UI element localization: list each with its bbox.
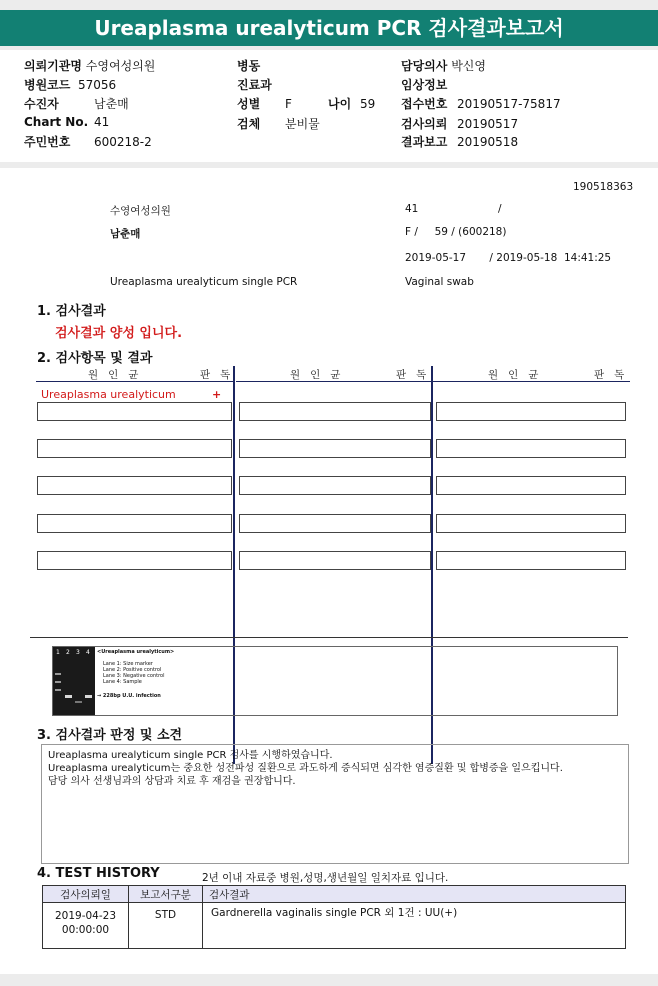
gel-picture [53, 647, 95, 715]
remark-line: Ureaplasma urealyticum single PCR 검사를 시행하였습니다. [48, 750, 333, 761]
section4-title: 4. TEST HISTORY [37, 866, 160, 881]
section3-title: 3. 검사결과 판정 및 소견 [37, 728, 183, 743]
gel-band [75, 701, 82, 703]
table-row[interactable] [43, 903, 626, 949]
result-cell [239, 402, 431, 421]
report-date-field [401, 133, 518, 150]
department-field [237, 76, 272, 93]
section1-title: 1. 검사결과 [37, 304, 106, 319]
section2-title: 2. 검사항목 및 결과 [37, 351, 153, 366]
chart-value: 41 [94, 115, 110, 129]
request-field [401, 115, 518, 132]
report-title: Ureaplasma urealyticum PCR 검사결과보고서 [0, 10, 658, 46]
doctor-field [401, 57, 486, 74]
col-request-date: 검사의뢰일 [43, 886, 129, 903]
gel-legend-item: Lane 1: Size marker [103, 661, 153, 667]
receipt-field [401, 95, 561, 112]
id-field [24, 133, 152, 150]
institution-value: 수영여성의원 [85, 59, 156, 73]
doctor-value: 박신영 [451, 59, 486, 73]
age-label: 나이 [328, 97, 352, 111]
header-patient: 남춘매 [110, 228, 141, 240]
result-cell [239, 551, 431, 570]
header-chart: 41 [405, 203, 419, 215]
col-cause-label: 원 인 균 [290, 369, 341, 381]
history-type: STD [129, 903, 203, 949]
age-value: 59 [360, 97, 376, 111]
row1-result: + [212, 388, 222, 401]
doctor-label: 담당의사 [401, 59, 448, 73]
gel-legend-item: Lane 2: Positive control [103, 667, 162, 673]
result-cell [436, 476, 626, 495]
remark-line: 담당 의사 선생님과의 상담과 치료 후 재검을 권장합니다. [48, 776, 296, 787]
gel-electrophoresis-image [52, 646, 618, 716]
result-cell [37, 551, 232, 570]
result-cell [436, 439, 626, 458]
col-cause-label: 원 인 균 [88, 369, 139, 381]
hospital-code-value: 57056 [78, 78, 117, 92]
result-cell [37, 402, 232, 421]
gel-legend-item: Lane 3: Negative control [103, 673, 165, 679]
header-dates: 2019-05-17 / 2019-05-18 14:41:25 [405, 252, 612, 264]
col-judge-label: 판 독 [396, 369, 427, 381]
gel-band-label: → 228bp U.U. infection [97, 693, 161, 699]
ward-field [237, 57, 260, 74]
table-header-row [43, 886, 626, 903]
gel-band [65, 695, 72, 698]
institution-label: 의뢰기관명 [24, 59, 82, 73]
lane-label: 4 [86, 649, 90, 656]
col-judge-label: 판 독 [594, 369, 625, 381]
request-value: 20190517 [457, 117, 519, 131]
receipt-value: 20190517-75817 [457, 97, 561, 111]
patient-info-panel [0, 50, 658, 162]
patient-value: 남춘매 [94, 97, 129, 111]
institution-field [24, 57, 155, 74]
report-code: 190518363 [573, 181, 634, 193]
gel-band [85, 695, 92, 698]
history-result: Gardnerella vaginalis single PCR 외 1건 : UU(+) [203, 903, 626, 949]
report-sheet [0, 168, 658, 974]
header-sex-age: F / 59 / (600218) [405, 226, 507, 238]
history-table [42, 885, 626, 949]
report-date-label: 결과보고 [401, 135, 448, 149]
header-test: Ureaplasma urealyticum single PCR [110, 276, 298, 288]
clinical-label: 임상정보 [401, 78, 448, 92]
sex-field [237, 95, 292, 112]
gel-title: <Ureaplasma urealyticum> [97, 649, 175, 655]
col-judge-label: 판 독 [200, 369, 231, 381]
receipt-label: 접수번호 [401, 97, 448, 111]
gel-legend-item: Lane 4: Sample [103, 679, 142, 685]
clinical-field [401, 76, 447, 93]
result-cell [436, 514, 626, 533]
lane-label: 1 [56, 649, 60, 656]
result-cell [239, 514, 431, 533]
result-cell [239, 476, 431, 495]
sex-label: 성별 [237, 97, 261, 111]
result-summary: 검사결과 양성 입니다. [55, 326, 183, 341]
header-institution: 수영여성의원 [110, 205, 171, 217]
report-date-value: 20190518 [457, 135, 519, 149]
result-cell [37, 439, 232, 458]
result-cell [37, 514, 232, 533]
gel-band [55, 673, 61, 675]
remark-line: Ureaplasma urealyticum는 중요한 성전파성 질환으로 과도하게 증식되면 심각한 염증질환 및 합병증을 일으킵니다. [48, 763, 563, 774]
age-field [328, 95, 375, 112]
result-cell [436, 402, 626, 421]
row1-organism: Ureaplasma urealyticum [41, 388, 176, 401]
id-label: 주민번호 [24, 135, 71, 149]
lane-label: 3 [76, 649, 80, 656]
gel-band [55, 689, 61, 691]
chart-label: Chart No. [24, 115, 89, 129]
col-header-3 [434, 366, 630, 382]
header-slash: / [498, 203, 502, 215]
hospital-code-field [24, 76, 116, 93]
history-note: 2년 이내 자료중 병원,성명,생년월일 일치자료 입니다. [202, 872, 449, 884]
specimen-value: 분비물 [285, 117, 320, 131]
lane-label: 2 [66, 649, 70, 656]
history-date: 2019-04-23 00:00:00 [43, 903, 129, 949]
header-specimen: Vaginal swab [405, 276, 474, 288]
result-cell [37, 476, 232, 495]
result-cell [436, 551, 626, 570]
col-report-type: 보고서구분 [129, 886, 203, 903]
patient-label: 수진자 [24, 97, 59, 111]
ward-label: 병동 [237, 59, 261, 73]
gel-band [55, 681, 61, 683]
col-result: 검사결과 [203, 886, 626, 903]
result-cell [239, 439, 431, 458]
department-label: 진료과 [237, 78, 272, 92]
divider [30, 637, 628, 638]
col-header-2 [236, 366, 434, 382]
col-header-1 [36, 366, 234, 382]
patient-field [24, 95, 129, 112]
remarks-box [41, 744, 629, 864]
chart-field [24, 115, 109, 129]
specimen-label: 검체 [237, 117, 261, 131]
sex-value: F [285, 97, 292, 111]
request-label: 검사의뢰 [401, 117, 448, 131]
hospital-code-label: 병원코드 [24, 78, 71, 92]
col-cause-label: 원 인 균 [488, 369, 539, 381]
id-value: 600218-2 [94, 135, 152, 149]
specimen-field [237, 115, 320, 132]
